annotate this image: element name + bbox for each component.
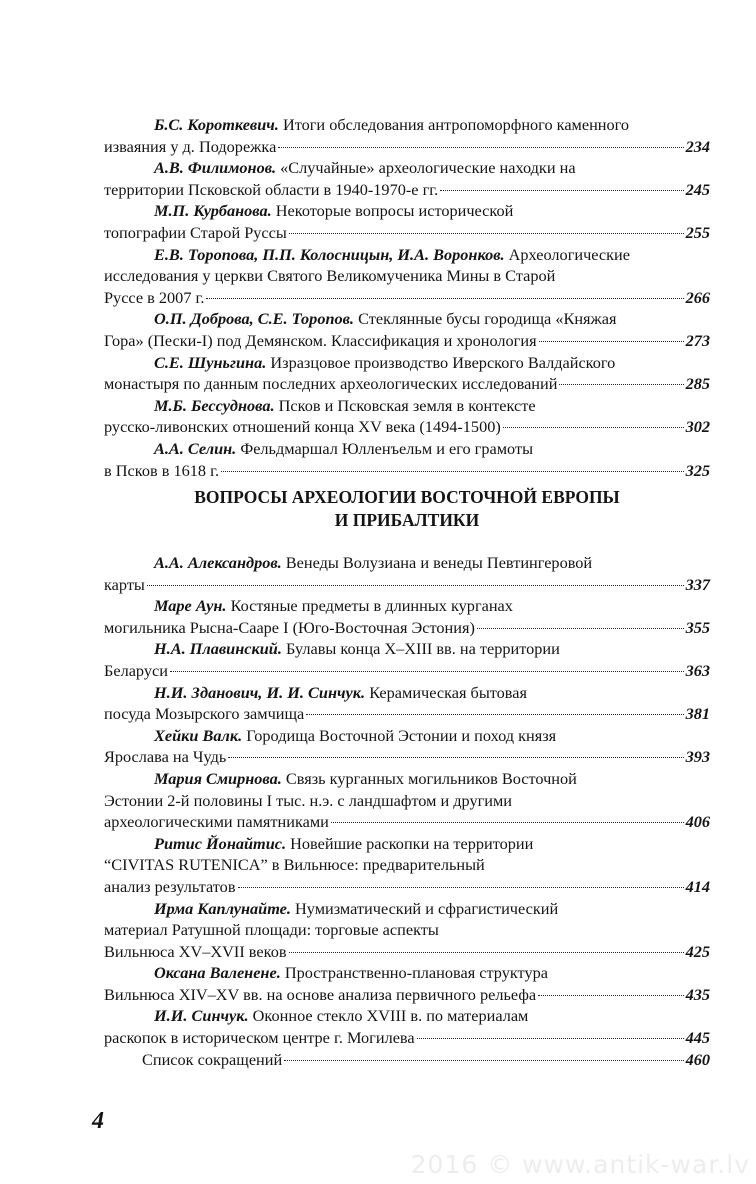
toc-entry-first-line: [104, 308, 710, 330]
toc-author: Е.В. Торопова, П.П. Колосницын, И.А. Воронков.: [154, 244, 505, 264]
toc-title-end: анализ результатов: [104, 876, 236, 896]
toc-entry-first-line: [104, 682, 710, 704]
toc-entry: [104, 438, 710, 481]
toc-entry-last-line: [104, 660, 710, 682]
toc-entry-last-line: [104, 330, 710, 352]
leader-dots: [477, 628, 684, 629]
toc-entry: [104, 308, 710, 351]
abbreviations-line: [142, 1050, 710, 1070]
toc-title-end: Гора» (Пески-I) под Демянском. Классификация и хронология: [104, 330, 537, 350]
toc-title-end: посуда Мозырского замчища: [104, 704, 305, 724]
abbreviations-entry: [142, 1050, 710, 1070]
toc-author: Ритис Йонайтис.: [154, 833, 287, 853]
toc-entry: [104, 352, 710, 395]
toc-entry-last-line: [104, 179, 710, 201]
leader-dots: [228, 757, 683, 758]
leader-dots: [147, 585, 684, 586]
leader-dots: [440, 190, 683, 191]
toc-entry-first-line: [104, 898, 710, 920]
toc-entry-first-line: [104, 114, 710, 136]
toc-page-number: 425: [685, 941, 710, 961]
toc-title: Итоги обследования антропоморфного каменного: [282, 115, 630, 134]
toc-author: Н.И. Зданович, И. И. Синчук.: [154, 682, 366, 702]
leader-dots: [278, 147, 683, 148]
abbreviations-label: Список сокращений: [142, 1050, 283, 1069]
toc-title: Археологические: [508, 244, 630, 264]
leader-dots: [417, 1038, 684, 1039]
toc-entry-first-line: [104, 962, 710, 984]
toc-entry-last-line: [104, 287, 710, 309]
toc-title-end: Вильнюса XIV–XV вв. на основе анализа первичного рельефа: [104, 984, 537, 1004]
toc-author: Оксана Валенене.: [154, 963, 281, 983]
toc-title: Связь курганных могильников Восточной: [285, 768, 577, 788]
leader-dots: [221, 471, 684, 472]
toc-title: Костяные предметы в длинных курганах: [230, 596, 513, 616]
toc-entry-middle-line: материал Ратушной площади: торговые аспекты: [104, 920, 439, 940]
toc-entry: [104, 552, 710, 595]
toc-page-number: 355: [685, 617, 710, 637]
toc-entry: [104, 244, 710, 309]
leader-dots: [284, 1060, 683, 1061]
toc-entry-first-line: [104, 725, 710, 747]
toc-page-number: 414: [685, 876, 710, 896]
leader-dots: [503, 427, 684, 428]
toc-page-number: 255: [685, 222, 710, 242]
toc-page-number: 325: [685, 460, 710, 480]
toc-title-end: Вильнюса XV–XVII веков: [104, 941, 287, 961]
toc-page-number: 273: [685, 330, 710, 350]
leader-dots: [306, 714, 683, 715]
leader-dots: [331, 822, 684, 823]
toc-author: Маре Аун.: [154, 596, 227, 616]
toc-entry-middle-line: Эстонии 2-й половины I тыс. н.э. с ландшафтом и другими: [104, 790, 513, 810]
toc-page-number: 445: [685, 1028, 710, 1048]
toc-entry-middle-line: исследования у церкви Святого Великомученика Мины в Старой: [104, 266, 556, 286]
toc-entry-last-line: [104, 876, 710, 898]
toc-title: Пространственно-плановая структура: [284, 963, 548, 983]
toc-entry: [104, 200, 710, 243]
toc-entry: [104, 682, 710, 725]
toc-entry-first-line: [104, 200, 710, 222]
toc-author: Ирма Каплунайте.: [154, 898, 291, 918]
toc-entry-first-line: [104, 552, 710, 574]
toc-title: Псков и Псковская земля в контексте: [278, 395, 536, 415]
toc-entry-last-line: [104, 941, 710, 963]
toc-entry: [104, 768, 710, 833]
leader-dots: [289, 233, 684, 234]
toc-entry-first-line: [104, 244, 710, 266]
watermark: 2016 © www.antik-war.lv: [410, 1150, 750, 1179]
toc-author: М.П. Курбанова.: [154, 201, 272, 221]
toc-title-end: в Псков в 1618 г.: [104, 460, 220, 480]
toc-entry: [104, 638, 710, 681]
toc-page-number: 302: [685, 417, 710, 437]
toc-page-number: 381: [685, 704, 710, 724]
section-heading-line-2: И ПРИБАЛТИКИ: [334, 510, 480, 530]
toc-author: Хейки Валк.: [154, 725, 243, 745]
toc-title: Новейшие раскопки на территории: [290, 833, 534, 853]
toc-entry-first-line: [104, 352, 710, 374]
toc-entry-last-line: [104, 703, 710, 725]
toc-entry-last-line: [104, 136, 710, 158]
toc-title-end: Руссе в 2007 г.: [104, 287, 205, 307]
toc-title: «Случайные» археологические находки на: [280, 158, 576, 178]
toc-entry-last-line: [104, 574, 710, 596]
toc-title-end: территории Псковской области в 1940-1970-е гг.: [104, 179, 439, 199]
toc-title: Венеды Волузиана и венеды Певтингеровой: [285, 553, 593, 572]
toc-title-end: археологическими памятниками: [104, 812, 329, 832]
toc-page-number: 285: [685, 374, 710, 394]
toc-page-number: 435: [685, 984, 710, 1004]
section-heading-line-1: ВОПРОСЫ АРХЕОЛОГИИ ВОСТОЧНОЙ ЕВРОПЫ: [194, 487, 620, 507]
toc-title: Булавы конца X–XIII вв. на территории: [286, 639, 560, 659]
toc-title: Изразцовое производство Иверского Валдайского: [270, 352, 616, 372]
toc-title-end: раскопок в историческом центре г. Могилева: [104, 1028, 415, 1048]
toc-page-number: 234: [685, 136, 710, 156]
toc-page-number: 406: [685, 812, 710, 832]
section-heading: [104, 486, 710, 532]
toc-page-number: 363: [685, 660, 710, 680]
toc-entry-last-line: [104, 617, 710, 639]
toc-entry: [104, 595, 710, 638]
toc-entry: [104, 114, 710, 157]
toc-entry-last-line: [104, 460, 710, 482]
toc-entry-first-line: [104, 395, 710, 417]
leader-dots: [538, 995, 683, 996]
toc-entry: [104, 1005, 710, 1048]
toc-page-number: 245: [685, 179, 710, 199]
toc-author: О.П. Доброва, С.Е. Торопов.: [154, 309, 354, 329]
leader-dots: [170, 671, 684, 672]
toc-author: А.А. Селин.: [154, 438, 237, 458]
toc-entry-first-line: [104, 1005, 710, 1027]
toc-entry-first-line: [104, 595, 710, 617]
leader-dots: [206, 298, 683, 299]
toc-entry: [104, 833, 710, 898]
toc-author: Мария Смирнова.: [154, 768, 282, 788]
toc-page-number: 393: [685, 747, 710, 767]
toc-title-end: изваяния у д. Подорежка: [104, 136, 277, 156]
toc-title: Нумизматический и сфрагистический: [295, 898, 559, 918]
toc-page-number: 266: [685, 287, 710, 307]
toc-title-end: русско-ливонских отношений конца XV века (1494-1500): [104, 417, 501, 437]
toc-entry-middle-line: “CIVITAS RUTENICA” в Вильнюсе: предварительный: [104, 855, 485, 875]
toc-entry-last-line: [104, 984, 710, 1006]
toc-title-end: монастыря по данным последних археологических исследований: [104, 374, 558, 394]
toc-entry: [104, 157, 710, 200]
toc-page-number: 460: [685, 1050, 710, 1069]
toc-author: Б.С. Короткевич.: [154, 115, 279, 134]
toc-title: Фельдмаршал Юлленъельм и его грамоты: [240, 438, 534, 458]
toc-title-end: топографии Старой Руссы: [104, 222, 287, 242]
toc-entry-last-line: [104, 416, 710, 438]
toc-entry: [104, 725, 710, 768]
toc-author: А.В. Филимонов.: [154, 158, 277, 178]
toc-title: Некоторые вопросы исторической: [275, 201, 514, 221]
toc-author: А.А. Александров.: [154, 553, 282, 572]
toc-title: Стеклянные бусы городища «Княжая: [358, 309, 617, 329]
toc-entry: [104, 962, 710, 1005]
toc-entry-first-line: [104, 768, 710, 790]
contents-section-1: [104, 114, 710, 481]
toc-author: М.Б. Бессуднова.: [154, 395, 275, 415]
toc-entry: [104, 395, 710, 438]
toc-title-end: могильника Рысна-Сааре I (Юго-Восточная Эстония): [104, 617, 475, 637]
toc-author: Н.А. Плавинский.: [154, 639, 282, 659]
toc-entry-last-line: [104, 373, 710, 395]
toc-entry: [104, 898, 710, 963]
leader-dots: [559, 384, 683, 385]
leader-dots: [289, 952, 684, 953]
toc-author: И.И. Синчук.: [154, 1006, 249, 1026]
toc-title: Оконное стекло XVIII в. по материалам: [252, 1006, 529, 1026]
toc-author: С.Е. Шуньгина.: [154, 352, 267, 372]
toc-entry-last-line: [104, 811, 710, 833]
toc-entry-last-line: [104, 222, 710, 244]
toc-entry-last-line: [104, 746, 710, 768]
toc-entry-first-line: [104, 157, 710, 179]
toc-title-end: карты: [104, 574, 145, 594]
leader-dots: [539, 341, 684, 342]
toc-title: Керамическая бытовая: [369, 682, 527, 702]
toc-entry-first-line: [104, 438, 710, 460]
toc-title-end: Беларуси: [104, 660, 168, 680]
leader-dots: [238, 887, 684, 888]
page-number: 4: [92, 1108, 104, 1134]
toc-title-end: Ярослава на Чудь: [104, 747, 227, 767]
contents-section-2: [104, 552, 710, 1049]
toc-entry-first-line: [104, 638, 710, 660]
toc-page-number: 337: [685, 574, 710, 594]
toc-title: Городища Восточной Эстонии и поход князя: [246, 725, 557, 745]
toc-entry-first-line: [104, 833, 710, 855]
toc-entry-last-line: [104, 1027, 710, 1049]
